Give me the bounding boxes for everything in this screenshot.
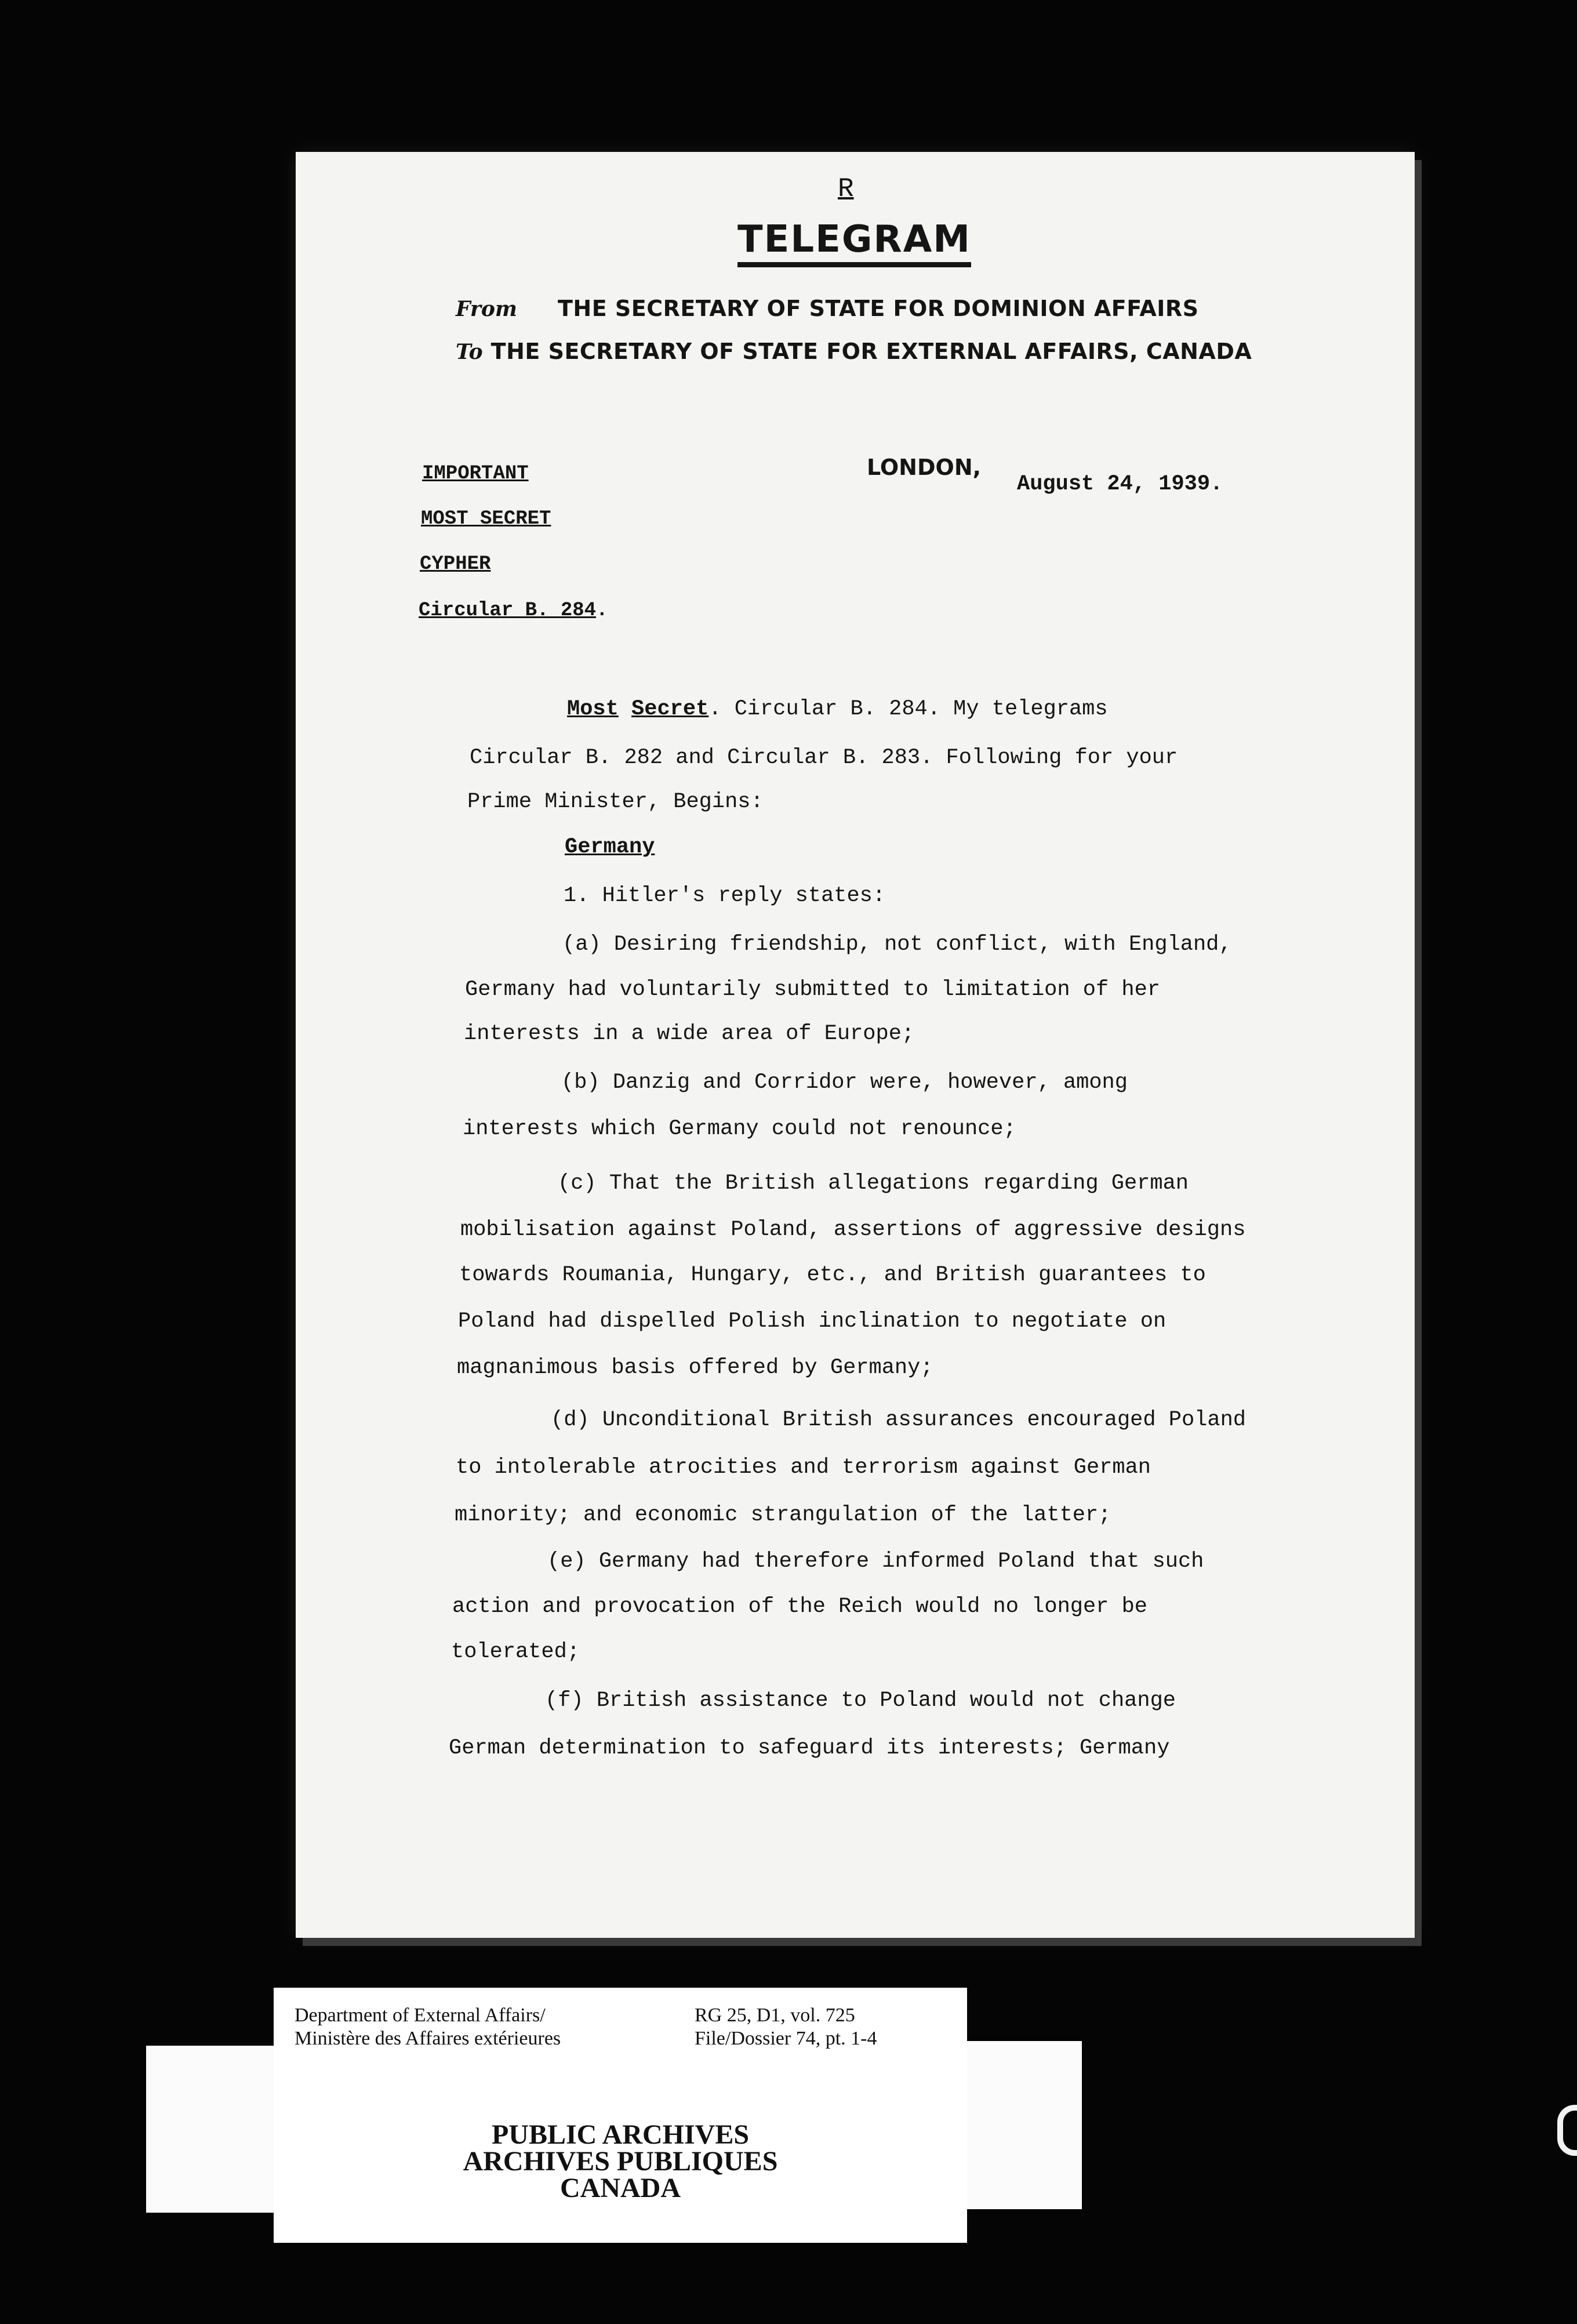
body-line: Circular B. 282 and Circular B. 283. Following for your [470, 746, 1178, 770]
body-line: (f) British assistance to Poland would not change [545, 1688, 1176, 1713]
body-line: interests in a wide area of Europe; [464, 1022, 915, 1046]
body-line: 1. Hitler's reply states: [564, 884, 886, 908]
archive-title-english: PUBLIC ARCHIVES [491, 2119, 750, 2150]
dept-french: Ministère des Affaires extérieures [295, 2028, 561, 2049]
intro-rest: . Circular B. 284. My telegrams [708, 697, 1108, 721]
circular-period: . [596, 600, 608, 622]
body-line: (d) Unconditional British assurances encouraged Poland [551, 1408, 1246, 1432]
body-intro [567, 697, 1108, 721]
body-line: minority; and economic strangulation of the latter; [455, 1503, 1111, 1527]
body-line: tolerated; [451, 1640, 580, 1664]
telegram-title: TELEGRAM [737, 219, 971, 267]
edge-frame-mark [1557, 2105, 1577, 2156]
body-line: (a) Desiring friendship, not conflict, with England, [562, 932, 1232, 957]
from-prefix: From [456, 297, 517, 321]
body-line: Poland had dispelled Polish inclination to negotiate on [458, 1309, 1167, 1334]
archive-title-french: ARCHIVES PUBLIQUES [463, 2146, 778, 2177]
to-text: THE SECRETARY OF STATE FOR EXTERNAL AFFAIRS, CANADA [490, 339, 1252, 364]
circular-number: Circular B. 284 [419, 600, 597, 622]
body-line: Prime Minister, Begins: [467, 790, 764, 814]
archive-title-country: CANADA [560, 2173, 681, 2203]
secret-underlined: Secret [631, 697, 709, 721]
archive-label [274, 1988, 967, 2243]
archive-reference: RG 25, D1, vol. 725 [695, 2005, 855, 2026]
classification-circular [419, 600, 608, 622]
body-line: action and provocation of the Reich would no longer be [452, 1595, 1147, 1619]
body-line: interests which Germany could not renounce; [463, 1117, 1016, 1141]
location: LONDON, [867, 455, 982, 480]
telegram-date: August 24, 1939. [1017, 472, 1223, 496]
page-marker: R [838, 174, 854, 204]
body-line: magnanimous basis offered by Germany; [457, 1356, 933, 1380]
label-tab-right [962, 2041, 1082, 2209]
from-line [456, 296, 1199, 321]
most-underlined: Most [567, 697, 619, 721]
to-prefix: To [456, 340, 483, 364]
body-line: mobilisation against Poland, assertions of aggressive designs [460, 1218, 1246, 1242]
dept-english: Department of External Affairs/ [295, 2005, 546, 2026]
from-text: THE SECRETARY OF STATE FOR DOMINION AFFAIRS [558, 296, 1199, 321]
telegram-page [296, 152, 1415, 1938]
section-heading-germany: Germany [565, 835, 655, 859]
body-line: (b) Danzig and Corridor were, however, among [561, 1070, 1128, 1095]
to-line [456, 339, 1252, 364]
body-line: (e) Germany had therefore informed Poland that such [547, 1549, 1204, 1574]
classification-important: IMPORTANT [422, 463, 529, 485]
classification-cypher: CYPHER [420, 553, 491, 575]
classification-most-secret: MOST SECRET [421, 508, 551, 530]
label-tab-left [146, 2046, 279, 2213]
body-line: Germany had voluntarily submitted to limitation of her [465, 978, 1160, 1002]
body-line: to intolerable atrocities and terrorism against German [456, 1455, 1151, 1480]
file-reference: File/Dossier 74, pt. 1-4 [695, 2028, 877, 2049]
body-line: (c) That the British allegations regarding German [558, 1171, 1189, 1196]
body-line: towards Roumania, Hungary, etc., and British guarantees to [459, 1263, 1206, 1287]
body-line: German determination to safeguard its interests; Germany [449, 1736, 1170, 1760]
